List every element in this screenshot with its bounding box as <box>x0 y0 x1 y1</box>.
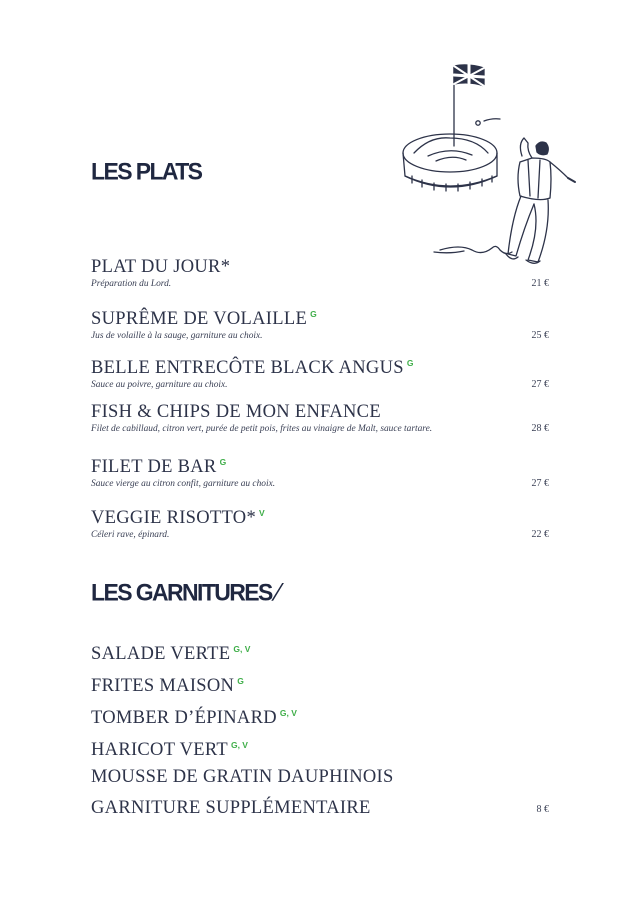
garniture-item <box>91 702 551 729</box>
golfer-illustration <box>400 58 585 273</box>
dish-name <box>91 256 551 278</box>
garniture-name-text: SALADE VERTE <box>91 644 231 665</box>
dish-description: Sauce au poivre, garniture au choix. <box>91 380 228 391</box>
union-jack-flag-icon <box>454 64 484 86</box>
dietary-tag: G <box>310 309 317 319</box>
dish-item <box>91 256 551 289</box>
garniture-name <box>91 797 551 819</box>
dietary-tag: G, V <box>279 708 297 718</box>
dietary-tag: G, V <box>230 740 248 750</box>
garniture-name <box>91 766 551 788</box>
dish-price: 21 € <box>531 278 549 289</box>
dish-name <box>91 502 551 529</box>
dish-name-text: PLAT DU JOUR* <box>91 257 231 277</box>
garniture-item <box>91 766 551 788</box>
dish-name <box>91 401 551 423</box>
section-title-garnitures: LES GARNITURES/ <box>91 578 281 606</box>
title-slash-mark: / <box>271 578 281 606</box>
dish-price: 27 € <box>531 478 549 490</box>
garniture-name-text: FRITES MAISON <box>91 676 235 697</box>
garniture-item <box>91 670 551 697</box>
dish-price: 25 € <box>531 330 549 342</box>
golfer-figure <box>506 138 575 263</box>
section-title-plats: LES PLATS <box>91 157 202 185</box>
dish-description: Jus de volaille à la sauge, garniture au choix. <box>91 331 263 342</box>
garniture-name <box>91 670 551 697</box>
garniture-name-text: TOMBER D’ÉPINARD <box>91 708 277 729</box>
dietary-tag: G <box>406 358 414 368</box>
dish-description: Céleri rave, épinard. <box>91 530 170 541</box>
dish-name <box>91 451 551 478</box>
dish-price: 27 € <box>531 379 549 391</box>
dish-name-text: VEGGIE RISOTTO* <box>91 508 256 529</box>
garniture-name-text: HARICOT VERT <box>91 740 228 761</box>
dietary-tag: G, V <box>233 644 251 654</box>
garniture-item <box>91 638 551 665</box>
garniture-name-text: MOUSSE DE GRATIN DAUPHINOIS <box>91 767 394 787</box>
dish-item <box>91 451 551 489</box>
garniture-name <box>91 638 551 665</box>
garniture-price: 8 € <box>536 804 549 815</box>
dish-name-text: FILET DE BAR <box>91 457 217 478</box>
dish-name <box>91 352 551 379</box>
garniture-item <box>91 734 551 761</box>
dish-name-text: SUPRÊME DE VOLAILLE <box>91 309 308 330</box>
garniture-name <box>91 702 551 729</box>
garniture-name-text: GARNITURE SUPPLÉMENTAIRE <box>91 798 371 818</box>
dish-description: Filet de cabillaud, citron vert, purée de petit pois, frites au vinaigre de Malt, sauce tartare. <box>91 424 433 434</box>
dish-item <box>91 502 551 540</box>
dish-price: 28 € <box>531 423 549 434</box>
dietary-tag: G <box>237 676 244 686</box>
dish-price: 22 € <box>531 529 549 541</box>
garniture-item <box>91 797 551 819</box>
dish-item <box>91 303 551 341</box>
dietary-tag: V <box>259 508 265 518</box>
dish-description: Sauce vierge au citron confit, garniture au choix. <box>91 479 276 490</box>
dietary-tag: G <box>219 457 227 467</box>
dish-item <box>91 401 551 434</box>
dish-name-text: FISH & CHIPS DE MON ENFANCE <box>91 402 381 422</box>
dish-item <box>91 352 551 390</box>
dish-name <box>91 303 551 330</box>
dish-name-text: BELLE ENTRECÔTE BLACK ANGUS <box>91 358 404 379</box>
dish-description: Préparation du Lord. <box>91 279 172 289</box>
garniture-name <box>91 734 551 761</box>
